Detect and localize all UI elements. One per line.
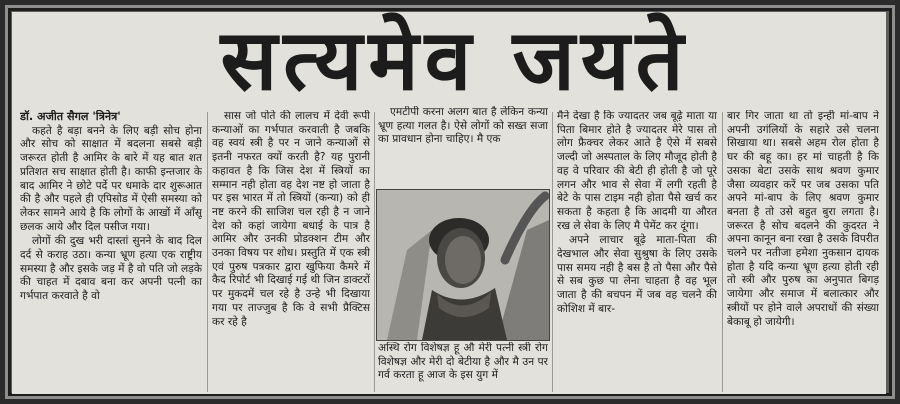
article-column-5 — [727, 110, 879, 394]
column-divider — [207, 112, 208, 392]
column-divider — [374, 112, 375, 392]
column-4-paragraph-2: अपने लाचार बूढ़े माता-पिता की देखभाल और सेवा सुश्रुषा के लिए उसके पास समय नही है बस है तो पैसा और पैसे से सब कुछ पा लेना चाहता है वह भूल जाता है की बचपन में जब वह चलने की कोशिश में बार- — [557, 234, 717, 315]
article-column-3-bottom — [378, 342, 548, 394]
column-1-paragraph-1: कहते है बड़ा बनने के लिए बड़ी सोच होना और सोच को साक्षात में बदलना सबसे बड़ी जरूरत होती है आमिर के बारे में यह बात शत प्रतिशत सच साक्षात होती है। काफी इन्तजार के बाद आमिर ने छोटे पर्दे पर धमाके दार शुरूआत की है और पहले ही एपिसोड में ऐसी समस्या को लेकर सामने आये है कि लोगों के आखों में आँसू छलक आये और दिल पसीज गया। — [20, 124, 202, 233]
article-column-3-top — [378, 106, 548, 184]
portrait-illustration — [377, 190, 549, 340]
author-byline: डॉ. अजीत सैगल 'त्रिनेत्र' — [20, 110, 121, 123]
column-3-paragraph-top: एमटीपी करना अलग बात है लेकिन कन्या भ्रूण हत्या गलत है। ऐसे लोगों को सख्त सजा का प्रावधान होना चाहिए। मै एक — [378, 106, 548, 146]
column-divider — [722, 112, 723, 392]
headline: सत्यमेव जयते — [220, 12, 690, 109]
column-3-paragraph-bottom: अस्थि रोग विशेषज्ञ हू औ मेरी पत्नी स्त्री रोग विशेषज्ञ और मेरी दो बेटीया है और मै उन पर गर्व करता हू आज के इस युग में — [378, 342, 548, 382]
article-column-1 — [20, 110, 202, 394]
article-column-2 — [212, 110, 370, 394]
column-2-paragraph-1: सास जो पोते की लालच में देवी रूपी कन्याओं का गर्भपात करवाती है जबकि वह स्वयं स्त्री है पर न जाने कन्याओं से इतनी नफरत क्यों करती है? यह पुरानी कहावत है कि जिस देश में स्त्रियों का सम्मान नही होता वह देश नष्ट हो जाता है पर इस भारत में तो स्त्रियों (कन्या) को ही नष्ट करने की साजिश चल रही है न जाने देश को कहां जायेगा बधाई के पात्र है आमिर और उनकी प्रोडक्शन टीम और उनका विषय पर शोध। प्रस्तुति में एक स्त्री एवं पुरुष पत्रकार द्वारा खुफिया कैमरे में कैद रिपोर्ट भी दिखाई गई थी जिन डाक्टरों पर मुकदमें चल रहे है उन्हे भी दिखाया गया पर ताज्जुब है कि वे सभी प्रैक्टिस कर रहे है — [212, 110, 370, 328]
column-divider — [552, 112, 553, 392]
column-1-paragraph-2: लोगों की दुख भरी दास्तां सुनने के बाद दिल दर्द से कराह उठा। कन्या भ्रूण हत्या एक राष्ट्रीय समस्या है और इसके जड़ में है वो पति जो लड़के की चाहत में दबाव बना कर अपनी पत्नी का गर्भपात करवाते है वो — [20, 235, 202, 303]
column-4-paragraph-1: मैने देखा है कि ज्यादतर जब बूढ़े माता या पिता बिमार होते है ज्यादतर मेरे पास तो लोग फ्रैक्चर लेकर आते है ऐसे में सबसे जल्दी जो अस्पताल के लिए मौजूद होती है वह वे परिवार की बेटी ही होती है जो पूरे लगन और भाव से सेवा में लगी रहती है बेटे के पास टाइम नही होता पैसे खर्च कर सकता है कहता है कि आदमी या औरत रख ले सेवा के लिए मै पेमेंट कर दूंगा। — [557, 110, 717, 232]
newspaper-clipping — [12, 12, 886, 394]
column-5-paragraph-1: बार गिर जाता था तो इन्ही मां-बाप ने अपनी उगंलियों के सहारे उसे चलना सिखाया था। सबसे अहम रोल होता है घर की बहू का। हर मां चाहती है कि उसका बेटा उसके साथ श्रवण कुमार जैसा व्यवहार करें पर जब उसका पति अपने मां-बाप के लिए श्रवण कुमार बनता है तो उसे बहुत बुरा लगता है। जरूरत है सोच बदलने की कुदरत ने अपना कानून बना रखा है उसके विपरीत चलने पर नतीजा हमेशा नुकसान दायक होता है यदि कन्या भ्रूण हत्या होती रही तो स्त्री और पुरुष का अनुपात बिगड़ जायेगा और समाज में बलात्कार और स्त्रीयों पर होने वाले अपराधों की संख्या बेकाबू हो जायेगी। — [727, 110, 879, 328]
article-column-4 — [557, 110, 717, 394]
actor-photo — [376, 189, 550, 341]
